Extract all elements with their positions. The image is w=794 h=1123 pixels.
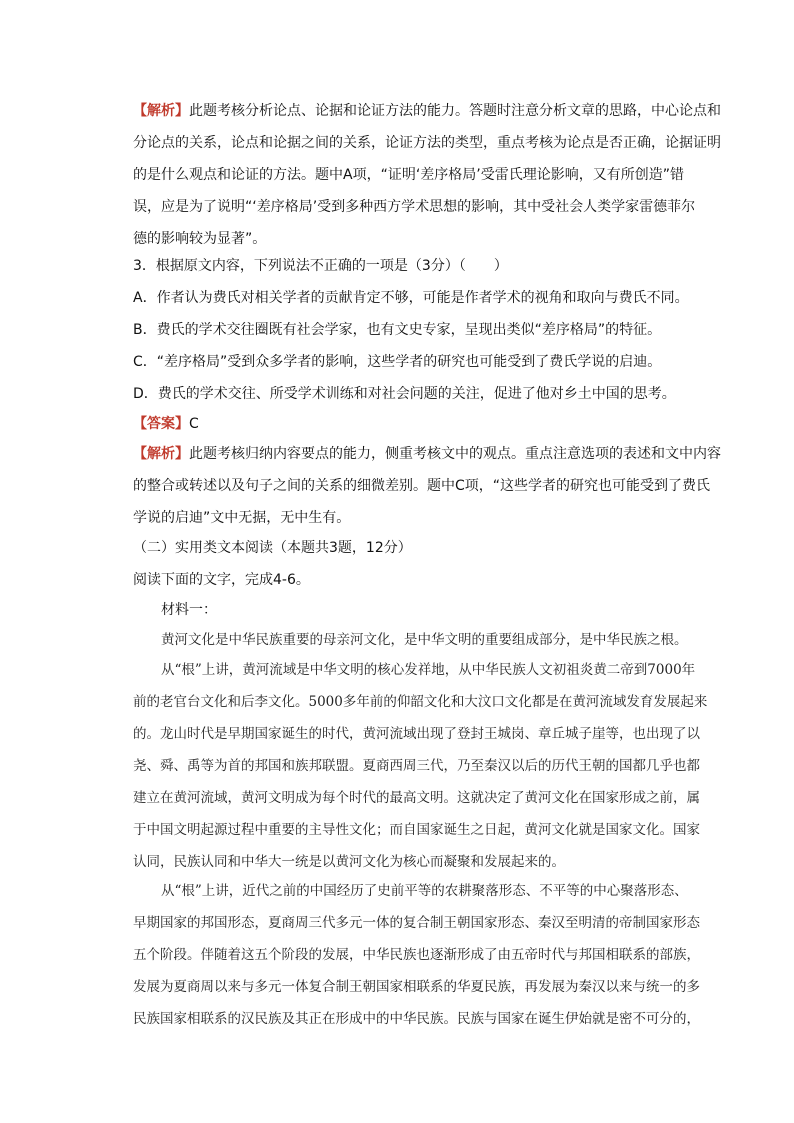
- question-stem: 3．根据原文内容，下列说法不正确的一项是（3分）（ ）: [133, 258, 508, 274]
- analysis-block-2: [133, 438, 733, 534]
- analysis-line: 的整合或转述以及句子之间的关系的细微差别。题中C项，“这些学者的研究也可能受到了费氏: [133, 478, 711, 494]
- answer-value: C: [189, 416, 199, 432]
- analysis-line: 此题考核归纳内容要点的能力，侧重考核文中的观点。重点注意选项的表述和文中内容: [189, 446, 721, 462]
- passage-line: 民族国家相联系的汉民族及其正在形成中的中华民族。民族与国家在诞生伊始就是密不可分的，: [133, 1011, 700, 1027]
- passage-line: 从“根”上讲，近代之前的中国经历了史前平等的农耕聚落形态、不平等的中心聚落形态、: [161, 883, 688, 899]
- reading-instruction: 阅读下面的文字，完成4-6。: [133, 572, 310, 588]
- passage-line: 从“根”上讲，黄河流域是中华文明的核心发祥地，从中华民族人文初祖炎黄二帝到7000年: [161, 662, 696, 678]
- passage-line: 五个阶段。伴随着这五个阶段的发展，中华民族也逐渐形成了由五帝时代与邦国相联系的部族，: [133, 947, 700, 963]
- passage-line: 发展为夏商周以来与多元一体复合制王朝国家相联系的华夏民族，再发展为秦汉以来与统一的多: [133, 979, 700, 995]
- analysis-line: 德的影响较为显著”。: [133, 231, 267, 247]
- analysis-line: 分论点的关系，论点和论据之间的关系，论证方法的类型，重点考核为论点是否正确，论据证明: [133, 135, 721, 151]
- analysis-line: 误，应是为了说明“‘差序格局’受到多种西方学术思想的影响，其中受社会人类学家雷德菲尔: [133, 199, 696, 215]
- passage-line: 尧、舜、禹等为首的邦国和族邦联盟。夏商西周三代，乃至秦汉以后的历代王朝的国都几乎也都: [133, 758, 700, 774]
- passage-line: 早期国家的邦国形态，夏商周三代多元一体的复合制王朝国家形态、秦汉至明清的帝制国家形态: [133, 915, 700, 931]
- answer-tag: 【答案】: [133, 416, 189, 432]
- passage-line: 于中国文明起源过程中重要的主导性文化；而自国家诞生之日起，黄河文化就是国家文化。国家: [133, 822, 700, 838]
- option-b: B．费氏的学术交往圈既有社会学家，也有文史专家，呈现出类似“差序格局”的特征。: [133, 322, 662, 338]
- answer-block: [133, 408, 733, 440]
- passage-line: 前的老官台文化和后李文化。5000多年前的仰韶文化和大汶口文化都是在黄河流域发育发展起来: [133, 694, 708, 710]
- analysis-tag: 【解析】: [133, 103, 189, 119]
- analysis-line: 的是什么观点和论证的方法。题中A项，“证明‘差序格局’受雷氏理论影响，又有所创造”错: [133, 167, 684, 183]
- passage-line: 认同，民族认同和中华大一统是以黄河文化为核心而凝聚和发展起来的。: [133, 854, 565, 870]
- passage-paragraph-1: [133, 626, 733, 658]
- material-title: 材料一：: [161, 602, 217, 618]
- option-d: D．费氏的学术交往、所受学术训练和对社会问题的关注，促进了他对乡土中国的思考。: [133, 386, 676, 402]
- option-c: C．“差序格局”受到众多学者的影响，这些学者的研究也可能受到了费氏学说的启迪。: [133, 354, 662, 370]
- passage-line: 的。龙山时代是早期国家诞生的时代，黄河流域出现了登封王城岗、章丘城子崖等，也出现了以: [133, 726, 700, 742]
- option-a: A．作者认为费氏对相关学者的贡献肯定不够，可能是作者学术的视角和取向与费氏不同。: [133, 290, 689, 306]
- analysis-line: 学说的启迪”文中无据，无中生有。: [133, 510, 351, 526]
- analysis-line: 此题考核分析论点、论据和论证方法的能力。答题时注意分析文章的思路，中心论点和: [189, 103, 721, 119]
- analysis-tag: 【解析】: [133, 446, 189, 462]
- passage-line: 建立在黄河流域，黄河文明成为每个时代的最高文明。这就决定了黄河文化在国家形成之前，属: [133, 790, 700, 806]
- question-3: [133, 250, 733, 410]
- passage-line: 黄河文化是中华民族重要的母亲河文化，是中华文明的重要组成部分，是中华民族之根。: [161, 632, 688, 648]
- analysis-block-1: [133, 95, 733, 255]
- passage-paragraph-2: [133, 656, 733, 880]
- section-heading: （二）实用类文本阅读（本题共3题，12分）: [133, 540, 412, 556]
- passage-paragraph-3: [133, 877, 733, 1037]
